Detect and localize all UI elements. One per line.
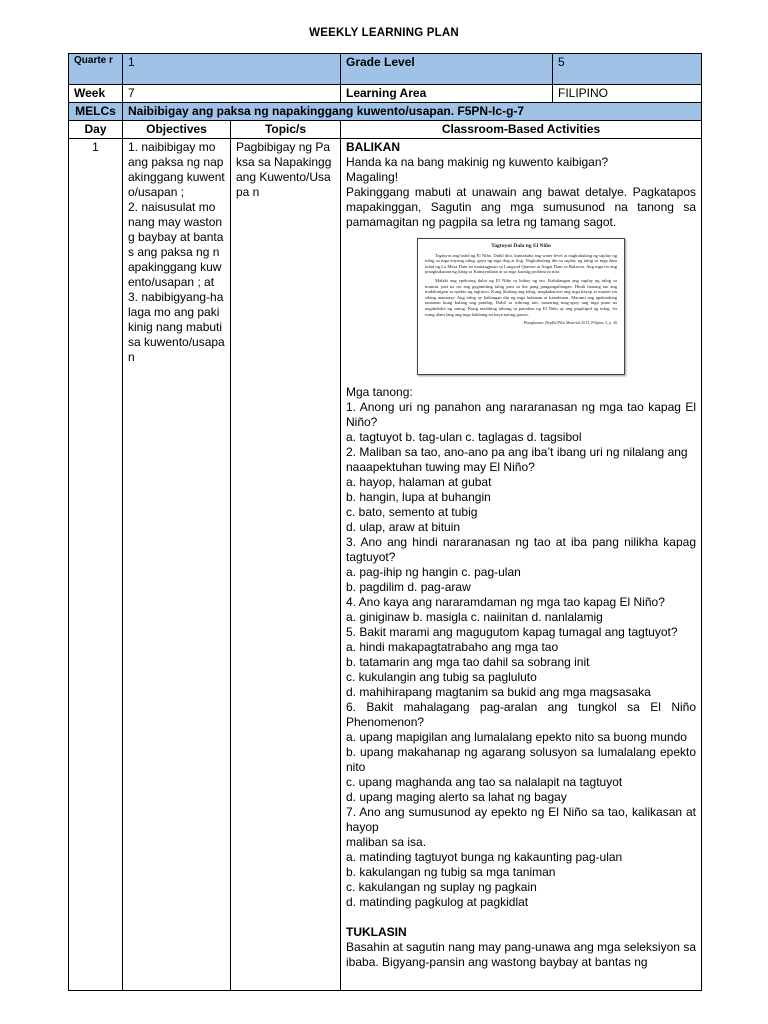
question-line: d. matinding pagkulog at pagkidlat: [346, 895, 529, 909]
page-title: WEEKLY LEARNING PLAN: [309, 27, 459, 39]
question-line: 7. Ano ang sumusunod ay epekto ng El Niño sa tao, kalikasan at hayop: [346, 805, 696, 834]
excerpt-title: Tagtuyot Dala ng El Niño: [491, 243, 551, 249]
week-value: 7: [123, 85, 341, 103]
question-line: a. giniginaw b. masigla c. naiinitan d. nanlalamig: [346, 610, 603, 624]
lesson-row: [69, 139, 702, 991]
question-line: a. pag-ihip ng hangin c. pag-ulan: [346, 565, 521, 579]
section-spacer: [346, 910, 696, 925]
question-line: 6. Bakit mahalagang pag-aralan ang tungkol sa El Niño Phenomenon?: [346, 700, 696, 729]
melcs-row: [69, 103, 702, 121]
question-line: b. upang makahanap ng agarang solusyon sa lumalalang epekto nito: [346, 745, 696, 774]
objectives-column-header: Objectives: [123, 121, 231, 139]
question-line: b. tatamarin ang mga tao dahil sa sobrang init: [346, 655, 590, 669]
question-line: a. matinding tagtuyot bunga ng kakaunting pag-ulan: [346, 850, 623, 864]
topics-column-header: Topic/s: [231, 121, 341, 139]
question-line: a. upang mapigilan ang lumalalang epekto nito sa buong mundo: [346, 730, 687, 744]
question-line: d. ulap, araw at bituin: [346, 520, 461, 534]
questions-heading: Mga tanong:: [346, 385, 413, 399]
question-line: 1. Anong uri ng panahon ang nararanasan ng mga tao kapag El Niño?: [346, 400, 696, 429]
question-line: maliban sa isa.: [346, 835, 427, 849]
intro-line: Magaling!: [346, 170, 399, 184]
learning-area-value: FILIPINO: [553, 85, 702, 103]
topic-cell: Pagbibigay ng Paksa sa Napakinggang Kuwento/Usapa n: [231, 139, 341, 991]
question-line: c. upang maghanda ang tao sa nalalapit na tagtuyot: [346, 775, 623, 789]
question-line: c. bato, semento at tubig: [346, 505, 478, 519]
objectives-cell: 1. naibibigay mo ang paksa ng napakinggang kuwento/usapan ; 2. naisusulat mo nang may wastong baybay at bantas ang paksa ng napakinggang kuwento/usapan ; at 3. nabibigyang-halaga mo ang pakikinig nang mabuti sa kuwento/usapan: [123, 139, 231, 991]
tuklasin-paragraph: Basahin at sagutin nang may pang-unawa ang mga seleksiyon sa ibaba. Bigyang-pansin ang wastong baybay at bantas ng: [346, 940, 696, 969]
excerpt-source: Pinagkunan: DepEd Pilot Material 2013, Pilipino 5, p. 36: [523, 320, 617, 326]
day-column-header: Day: [69, 121, 123, 139]
excerpt-paragraph: Malaki ang epektong dulot ng El Niño sa buhay ng tao. Kakulangan ang suplay ng tubig sa inumin, pati na rin ang gagamiting tubig para sa iba pang pangangailangan. Hindi lamang tao ang makikinigan sa epekto ng tagtuyot. Kung lilulang ang tubig, magkakaroon ang mga hayop at maaari rin silang mamatay. Ang tubig ay kailangan din ng mga halaman at kanubutan. Marami ang apektadong tanaman kung kulang ang patubig. Dahil sa sobrang init, maaaring mag-apoy ang mga puno na nagdudulot ng sunog. Kung malaking tubong sa panahon ng El Niño ay ang pagtitipid ng tubig. Sa isang alam lang ang mga hakbang na kaya nating gawin.: [425, 277, 617, 317]
quarter-value: 1: [123, 54, 341, 85]
grade-level-label: Grade Level: [341, 54, 553, 85]
question-line: c. kakulangan ng suplay ng pagkain: [346, 880, 537, 894]
question-line: 5. Bakit marami ang magugutom kapag tumagal ang tagtuyot?: [346, 625, 678, 639]
question-line: b. hangin, lupa at buhangin: [346, 490, 491, 504]
activities-column-header: Classroom-Based Activities: [341, 121, 702, 139]
column-header-row: [69, 121, 702, 139]
question-line: a. hayop, halaman at gubat: [346, 475, 492, 489]
tuklasin-heading: TUKLASIN: [346, 925, 407, 939]
question-line: a. tagtuyot b. tag-ulan c. taglagas d. tagsibol: [346, 430, 582, 444]
excerpt-paragraph: Tagtuyot ang hatid ng El Niño. Dahil dito, kumakaha ang water level at nagkukulang ng suplay ng tubig sa mga anyong tubig, gaya ng mga dog at ilog. Nagkukulang din sa suplay ng tubig sa mga dam tulad ng La Mesa Dam na matatagpuan sa Lungsod Quezon at Angat Dam sa Bulacan. Ang mga ito ang pinagkukunan ng tubig sa Kamaynilaan at sa mga karatig probinsiya nito.: [425, 252, 617, 275]
question-line: 4. Ano kaya ang nararamdaman ng mga tao kapag El Niño?: [346, 595, 665, 609]
melcs-label: MELCs: [69, 103, 123, 121]
question-line: 2. Maliban sa tao, ano-ano pa ang iba’t ibang uri ng nilalang ang: [346, 445, 688, 459]
question-line: d. mahihirapang magtanim sa bukid ang mga magsasaka: [346, 685, 651, 699]
quarter-label: Quarte r: [69, 54, 123, 85]
balikan-heading: BALIKAN: [346, 140, 400, 154]
day-cell: 1: [69, 139, 123, 991]
question-line: b. pagdilim d. pag-araw: [346, 580, 471, 594]
question-line: d. upang maging alerto sa lahat ng bagay: [346, 790, 567, 804]
melcs-value: Naibibigay ang paksa ng napakinggang kuwento/usapan. F5PN-Ic-g-7: [123, 103, 702, 121]
question-line: 3. Ano ang hindi nararanasan ng tao at iba pang nilikha kapag tagtuyot?: [346, 535, 696, 564]
intro-line: Handa ka na bang makinig ng kuwento kaibigan?: [346, 155, 609, 169]
activities-cell: [341, 139, 702, 991]
week-label: Week: [69, 85, 123, 103]
question-line: c. kukulangin ang tubig sa pagluluto: [346, 670, 537, 684]
weekly-plan-table: [68, 53, 702, 991]
intro-paragraph: Pakinggang mabuti at unawain ang bawat detalye. Pagkatapos mapakinggan, Sagutin ang mga sumusunod na tanong sa pamamagitan ng pagpila sa letra ng tamang sagot.: [346, 185, 696, 229]
question-line: naaapektuhan tuwing may El Niño?: [346, 460, 535, 474]
grade-level-value: 5: [553, 54, 702, 85]
learning-area-label: Learning Area: [341, 85, 553, 103]
question-line: b. kakulangan ng tubig sa mga taniman: [346, 865, 556, 879]
questions-list: [346, 400, 696, 910]
story-excerpt-image: [417, 238, 625, 375]
question-line: a. hindi makapagtatrabaho ang mga tao: [346, 640, 559, 654]
quarter-row: [69, 54, 702, 85]
week-row: [69, 85, 702, 103]
